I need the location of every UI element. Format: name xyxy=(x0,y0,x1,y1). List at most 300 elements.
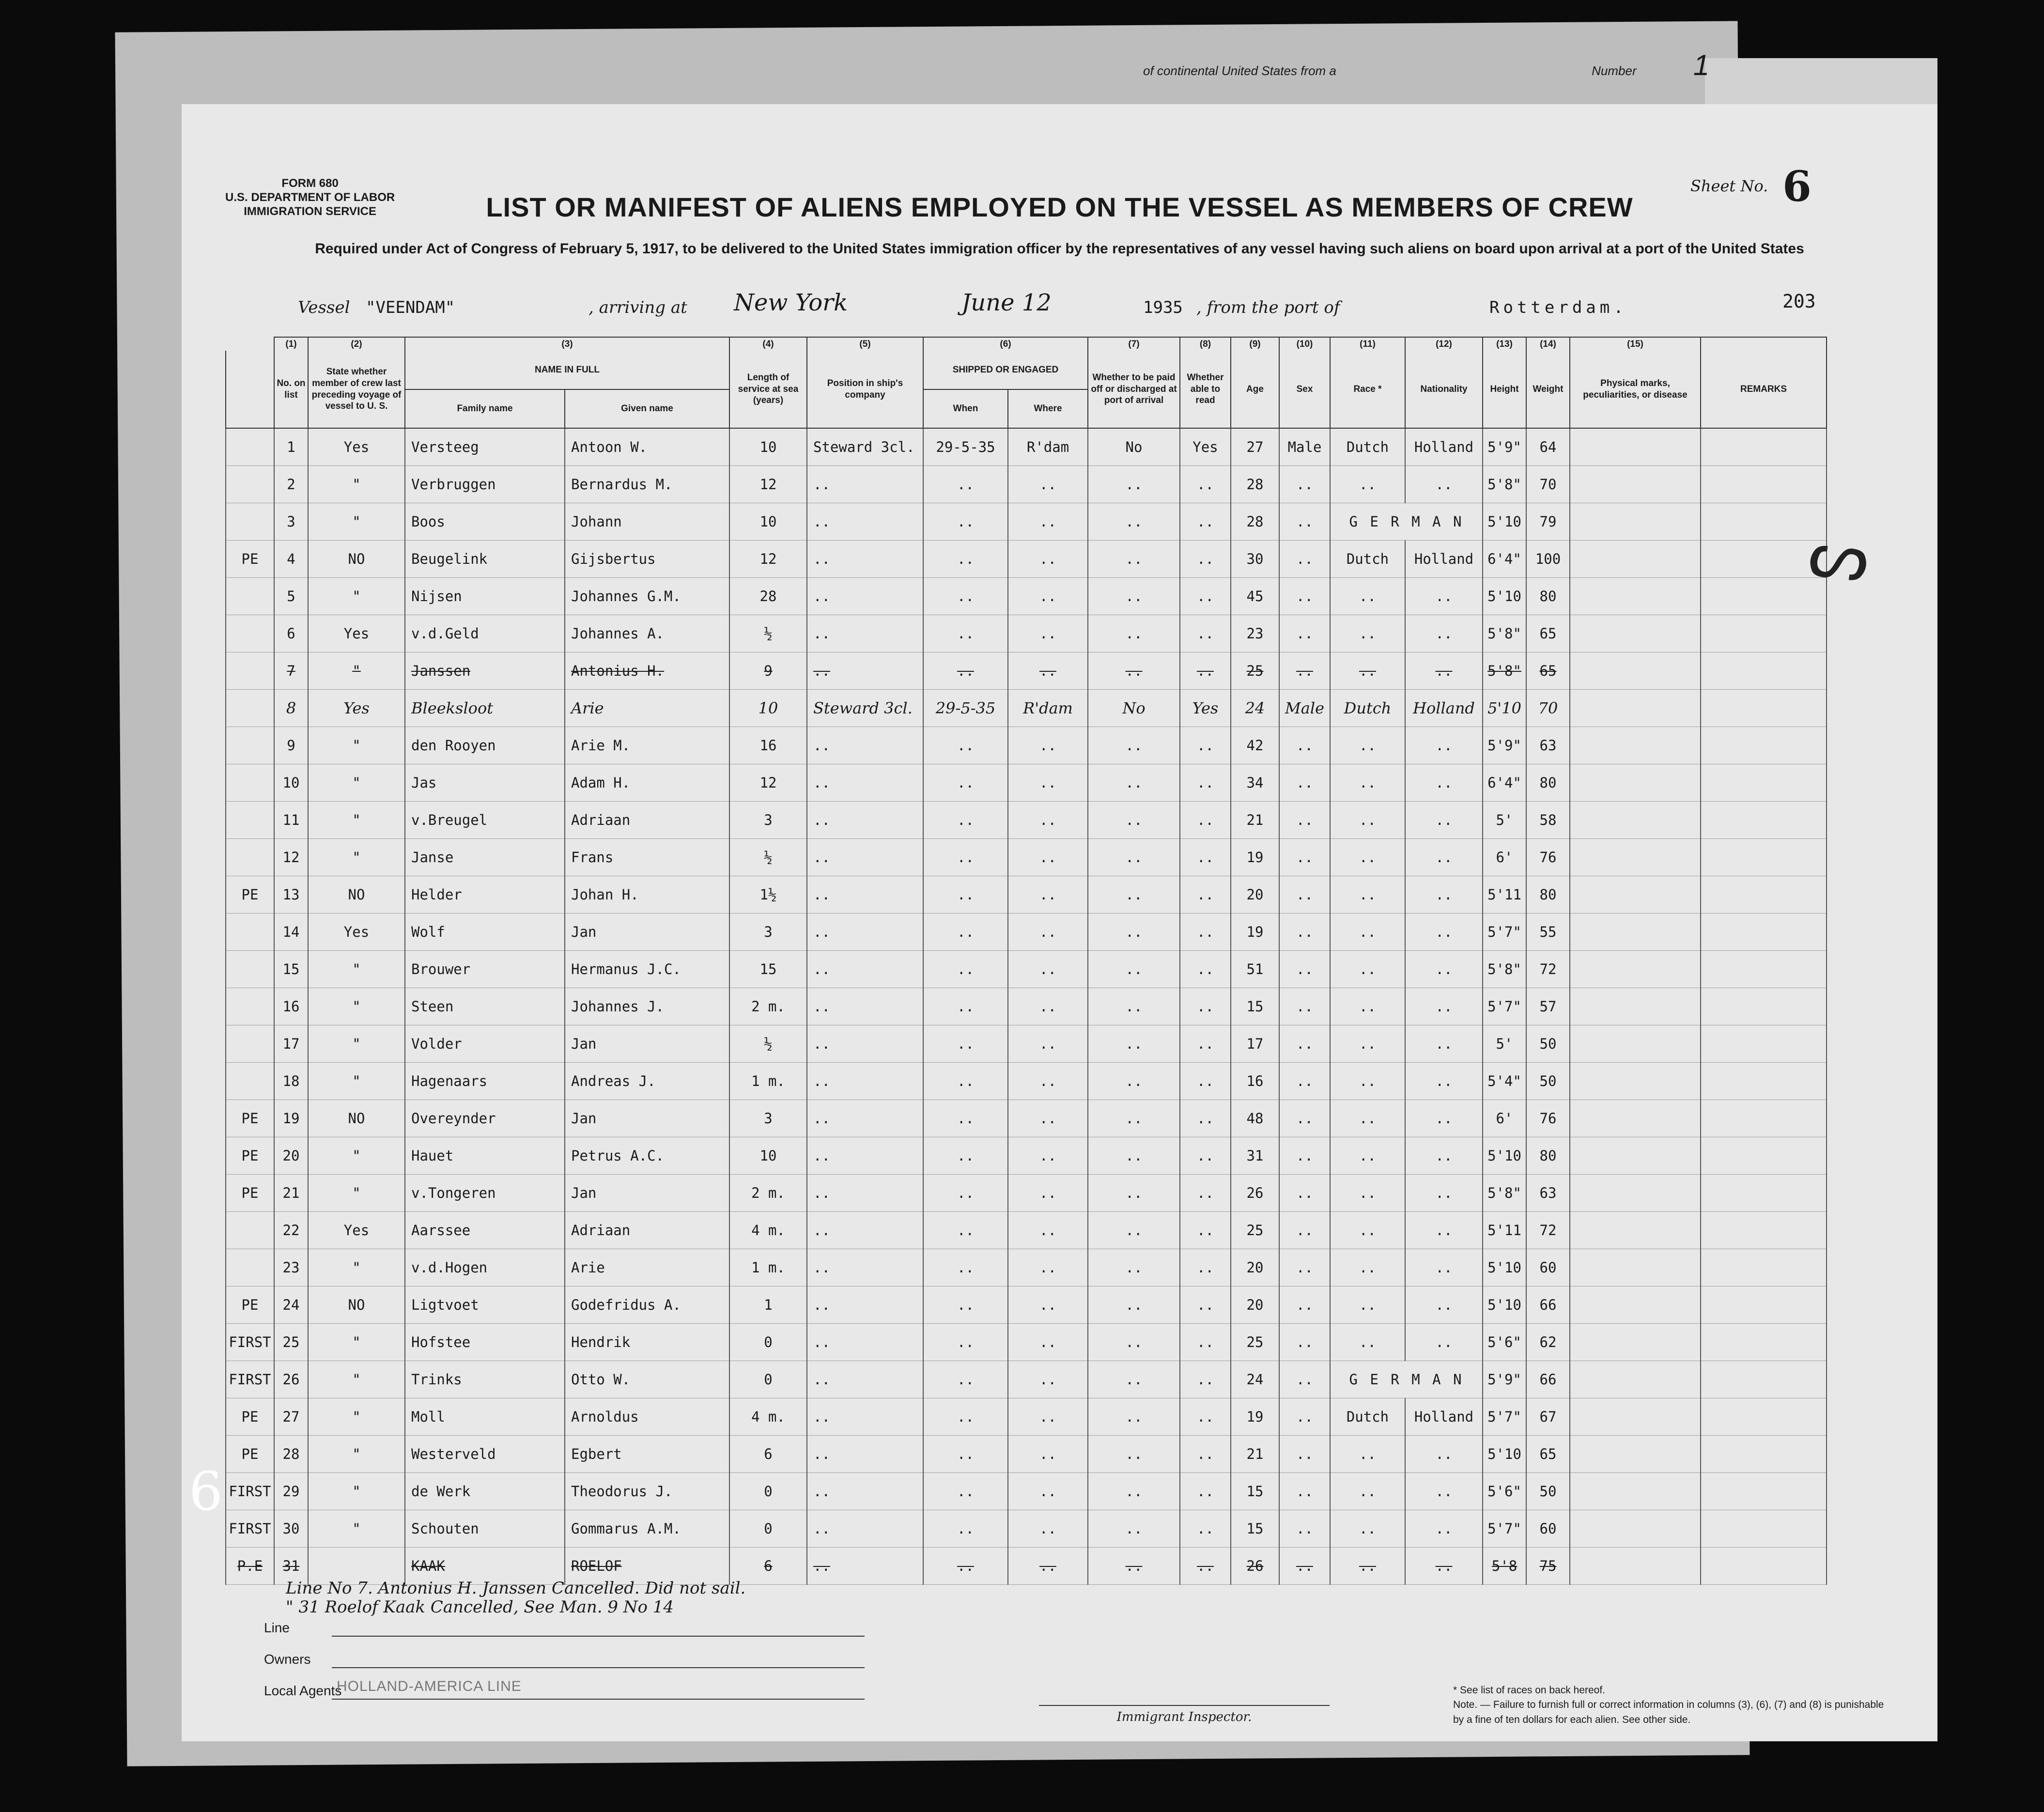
row-shipped-where: .. xyxy=(1008,1324,1088,1361)
header-race: Race * xyxy=(1330,351,1405,428)
row-nationality: .. xyxy=(1405,466,1483,503)
row-sex: .. xyxy=(1279,839,1330,876)
row-position: .. xyxy=(807,652,923,690)
row-position: .. xyxy=(807,988,923,1025)
row-number: 24 xyxy=(274,1286,308,1324)
row-nationality: .. xyxy=(1405,1473,1483,1510)
row-shipped-where: .. xyxy=(1008,802,1088,839)
row-length-of-service: 12 xyxy=(729,764,807,802)
row-sex: .. xyxy=(1279,466,1330,503)
row-paid-off: .. xyxy=(1088,466,1180,503)
row-remarks xyxy=(1701,1436,1827,1473)
row-physical-marks xyxy=(1570,690,1701,727)
row-shipped-when: .. xyxy=(923,1175,1008,1212)
row-sex: .. xyxy=(1279,1137,1330,1175)
footer-agents-label: Local Agents xyxy=(264,1683,342,1698)
row-sex: .. xyxy=(1279,802,1330,839)
row-family-name: Trinks xyxy=(405,1361,565,1398)
row-family-name: Nijsen xyxy=(405,578,565,615)
row-length-of-service: ½ xyxy=(729,615,807,652)
row-shipped-when: .. xyxy=(923,988,1008,1025)
row-given-name: Jan xyxy=(565,1025,729,1063)
row-able-to-read: .. xyxy=(1180,1398,1231,1436)
row-shipped-when: 29-5-35 xyxy=(923,690,1008,727)
row-mark xyxy=(226,690,274,727)
row-sex: .. xyxy=(1279,1398,1330,1436)
row-shipped-where: .. xyxy=(1008,1473,1088,1510)
row-mark: PE xyxy=(226,1398,274,1436)
cancellation-note-line-2: " 31 Roelof Kaak Cancelled, See Man. 9 No 14 xyxy=(286,1597,674,1617)
row-remarks xyxy=(1701,466,1827,503)
row-paid-off: .. xyxy=(1088,1025,1180,1063)
row-age: 25 xyxy=(1231,1212,1279,1249)
row-mark xyxy=(226,988,274,1025)
row-age: 23 xyxy=(1231,615,1279,652)
row-length-of-service: 0 xyxy=(729,1510,807,1548)
manifest-row xyxy=(226,503,1827,541)
row-race: Dutch xyxy=(1330,541,1405,578)
row-mark xyxy=(226,802,274,839)
row-race: .. xyxy=(1330,615,1405,652)
row-number: 7 xyxy=(274,652,308,690)
row-shipped-when: .. xyxy=(923,652,1008,690)
row-height: 5' xyxy=(1483,1025,1526,1063)
row-shipped-when: .. xyxy=(923,727,1008,764)
row-paid-off: .. xyxy=(1088,578,1180,615)
row-shipped-where: .. xyxy=(1008,1286,1088,1324)
row-height: 5'8 xyxy=(1483,1548,1526,1585)
row-crew-member: Yes xyxy=(308,615,405,652)
row-shipped-when: .. xyxy=(923,578,1008,615)
row-given-name: Arie M. xyxy=(565,727,729,764)
row-shipped-where: .. xyxy=(1008,914,1088,951)
row-age: 19 xyxy=(1231,914,1279,951)
col-num-5: (5) xyxy=(807,337,923,351)
row-number: 5 xyxy=(274,578,308,615)
col-num-2: (2) xyxy=(308,337,405,351)
row-nationality: .. xyxy=(1405,988,1483,1025)
row-age: 15 xyxy=(1231,988,1279,1025)
row-position: Steward 3cl. xyxy=(807,690,923,727)
manifest-row xyxy=(226,466,1827,503)
row-number: 23 xyxy=(274,1249,308,1286)
row-position: .. xyxy=(807,1436,923,1473)
row-mark: P.E xyxy=(226,1548,274,1585)
row-height: 5'8" xyxy=(1483,1175,1526,1212)
row-shipped-where: .. xyxy=(1008,1063,1088,1100)
row-number: 11 xyxy=(274,802,308,839)
row-weight: 70 xyxy=(1526,690,1570,727)
row-paid-off: .. xyxy=(1088,988,1180,1025)
row-family-name: Schouten xyxy=(405,1510,565,1548)
row-paid-off: .. xyxy=(1088,1361,1180,1398)
row-height: 5'8" xyxy=(1483,466,1526,503)
row-number: 30 xyxy=(274,1510,308,1548)
col-num-11: (11) xyxy=(1330,337,1405,351)
row-mark xyxy=(226,914,274,951)
row-given-name: Antoon W. xyxy=(565,428,729,466)
immigrant-inspector-signature-line: Immigrant Inspector. xyxy=(1039,1705,1330,1724)
row-remarks xyxy=(1701,1212,1827,1249)
row-height: 5'11 xyxy=(1483,1212,1526,1249)
row-mark xyxy=(226,615,274,652)
from-port: Rotterdam. xyxy=(1489,298,1627,317)
row-race: .. xyxy=(1330,988,1405,1025)
row-paid-off: No xyxy=(1088,428,1180,466)
col-num-remarks-blank xyxy=(1701,337,1827,351)
row-crew-member: " xyxy=(308,1398,405,1436)
row-mark xyxy=(226,578,274,615)
row-physical-marks xyxy=(1570,802,1701,839)
row-race: .. xyxy=(1330,951,1405,988)
row-crew-member: Yes xyxy=(308,1212,405,1249)
row-position: .. xyxy=(807,503,923,541)
col-num-12: (12) xyxy=(1405,337,1483,351)
row-race: .. xyxy=(1330,1286,1405,1324)
row-length-of-service: 6 xyxy=(729,1548,807,1585)
row-age: 48 xyxy=(1231,1100,1279,1137)
row-crew-member: " xyxy=(308,503,405,541)
header-where: Where xyxy=(1008,389,1088,428)
row-family-name: v.d.Geld xyxy=(405,615,565,652)
row-weight: 62 xyxy=(1526,1324,1570,1361)
row-race: G E R M A N xyxy=(1330,1361,1483,1398)
row-paid-off: .. xyxy=(1088,802,1180,839)
row-family-name: Westerveld xyxy=(405,1436,565,1473)
row-number: 31 xyxy=(274,1548,308,1585)
row-nationality: .. xyxy=(1405,1025,1483,1063)
row-length-of-service: 1 xyxy=(729,1286,807,1324)
manifest-row xyxy=(226,914,1827,951)
row-mark xyxy=(226,1212,274,1249)
row-paid-off: .. xyxy=(1088,503,1180,541)
header-name-in-full: NAME IN FULL xyxy=(405,351,729,389)
row-weight: 80 xyxy=(1526,876,1570,914)
row-crew-member: " xyxy=(308,1436,405,1473)
col-num-15: (15) xyxy=(1570,337,1701,351)
row-sex: .. xyxy=(1279,1175,1330,1212)
row-length-of-service: 10 xyxy=(729,428,807,466)
row-shipped-when: .. xyxy=(923,802,1008,839)
manifest-row xyxy=(226,1063,1827,1100)
row-race: .. xyxy=(1330,1100,1405,1137)
row-weight: 63 xyxy=(1526,727,1570,764)
row-family-name: Janssen xyxy=(405,652,565,690)
row-mark xyxy=(226,1025,274,1063)
row-paid-off: .. xyxy=(1088,1548,1180,1585)
row-shipped-where: R'dam xyxy=(1008,428,1088,466)
row-family-name: v.Breugel xyxy=(405,802,565,839)
row-position: .. xyxy=(807,951,923,988)
row-given-name: Arnoldus xyxy=(565,1398,729,1436)
header-nationality: Nationality xyxy=(1405,351,1483,428)
row-race: .. xyxy=(1330,1548,1405,1585)
row-weight: 57 xyxy=(1526,988,1570,1025)
footnotes xyxy=(1453,1683,1889,1727)
row-age: 30 xyxy=(1231,541,1279,578)
row-family-name: Wolf xyxy=(405,914,565,951)
row-race: .. xyxy=(1330,1175,1405,1212)
row-able-to-read: .. xyxy=(1180,988,1231,1025)
row-nationality: .. xyxy=(1405,652,1483,690)
row-family-name: Versteeg xyxy=(405,428,565,466)
row-length-of-service: 3 xyxy=(729,914,807,951)
row-shipped-when: .. xyxy=(923,1137,1008,1175)
row-paid-off: No xyxy=(1088,690,1180,727)
row-remarks xyxy=(1701,1175,1827,1212)
row-able-to-read: .. xyxy=(1180,1100,1231,1137)
header-given-name: Given name xyxy=(565,389,729,428)
row-physical-marks xyxy=(1570,876,1701,914)
row-height: 6'4" xyxy=(1483,541,1526,578)
row-age: 20 xyxy=(1231,1249,1279,1286)
row-shipped-where: .. xyxy=(1008,876,1088,914)
manifest-row xyxy=(226,1175,1827,1212)
row-remarks xyxy=(1701,1286,1827,1324)
header-shipped-or-engaged: SHIPPED OR ENGAGED xyxy=(923,351,1088,389)
row-mark xyxy=(226,652,274,690)
row-number: 27 xyxy=(274,1398,308,1436)
row-number: 26 xyxy=(274,1361,308,1398)
row-number: 9 xyxy=(274,727,308,764)
row-remarks xyxy=(1701,652,1827,690)
row-weight: 65 xyxy=(1526,1436,1570,1473)
row-physical-marks xyxy=(1570,1137,1701,1175)
row-height: 6'4" xyxy=(1483,764,1526,802)
row-length-of-service: 2 m. xyxy=(729,1175,807,1212)
row-given-name: Johannes A. xyxy=(565,615,729,652)
header-length-of-service: Length of service at sea (years) xyxy=(729,351,807,428)
row-number: 22 xyxy=(274,1212,308,1249)
row-shipped-when: .. xyxy=(923,1286,1008,1324)
row-position: .. xyxy=(807,764,923,802)
row-shipped-when: .. xyxy=(923,1025,1008,1063)
row-height: 5'8" xyxy=(1483,652,1526,690)
row-remarks xyxy=(1701,764,1827,802)
row-weight: 76 xyxy=(1526,839,1570,876)
manifest-row xyxy=(226,428,1827,466)
row-family-name: Janse xyxy=(405,839,565,876)
row-given-name: Theodorus J. xyxy=(565,1473,729,1510)
manifest-row xyxy=(226,1324,1827,1361)
row-length-of-service: 4 m. xyxy=(729,1398,807,1436)
row-crew-member: " xyxy=(308,1324,405,1361)
row-paid-off: .. xyxy=(1088,1510,1180,1548)
row-height: 6' xyxy=(1483,1100,1526,1137)
row-weight: 66 xyxy=(1526,1286,1570,1324)
manifest-row xyxy=(226,541,1827,578)
row-nationality: .. xyxy=(1405,727,1483,764)
row-remarks xyxy=(1701,839,1827,876)
row-crew-member: " xyxy=(308,1025,405,1063)
row-shipped-when: .. xyxy=(923,764,1008,802)
margin-stamp-mark: ᔕ xyxy=(1804,512,1875,599)
row-able-to-read: .. xyxy=(1180,1324,1231,1361)
row-mark: PE xyxy=(226,1175,274,1212)
row-family-name: Hagenaars xyxy=(405,1063,565,1100)
row-position: .. xyxy=(807,1100,923,1137)
row-able-to-read: .. xyxy=(1180,503,1231,541)
row-shipped-where: .. xyxy=(1008,951,1088,988)
row-able-to-read: .. xyxy=(1180,914,1231,951)
row-given-name: Petrus A.C. xyxy=(565,1137,729,1175)
row-age: 26 xyxy=(1231,1175,1279,1212)
row-able-to-read: .. xyxy=(1180,1025,1231,1063)
footer-owners-label: Owners xyxy=(264,1652,311,1667)
row-length-of-service: 9 xyxy=(729,652,807,690)
row-length-of-service: 28 xyxy=(729,578,807,615)
row-weight: 76 xyxy=(1526,1100,1570,1137)
row-shipped-where: .. xyxy=(1008,988,1088,1025)
row-mark: PE xyxy=(226,1137,274,1175)
row-weight: 50 xyxy=(1526,1473,1570,1510)
crew-manifest-table xyxy=(225,337,1827,1585)
row-family-name: Boos xyxy=(405,503,565,541)
row-shipped-where: .. xyxy=(1008,1175,1088,1212)
row-physical-marks xyxy=(1570,1398,1701,1436)
row-shipped-where: .. xyxy=(1008,1548,1088,1585)
row-remarks xyxy=(1701,503,1827,541)
row-height: 5' xyxy=(1483,802,1526,839)
row-mark: PE xyxy=(226,541,274,578)
row-height: 5'9" xyxy=(1483,1361,1526,1398)
row-able-to-read: Yes xyxy=(1180,690,1231,727)
header-remarks: REMARKS xyxy=(1701,351,1827,428)
row-crew-member: " xyxy=(308,951,405,988)
row-age: 24 xyxy=(1231,1361,1279,1398)
row-number: 28 xyxy=(274,1436,308,1473)
row-physical-marks xyxy=(1570,615,1701,652)
col-num-3: (3) xyxy=(405,337,729,351)
row-number: 15 xyxy=(274,951,308,988)
col-num-4: (4) xyxy=(729,337,807,351)
row-height: 5'4" xyxy=(1483,1063,1526,1100)
row-weight: 72 xyxy=(1526,1212,1570,1249)
row-race: .. xyxy=(1330,1324,1405,1361)
row-weight: 66 xyxy=(1526,1361,1570,1398)
manifest-row xyxy=(226,1137,1827,1175)
row-length-of-service: 10 xyxy=(729,690,807,727)
manifest-row xyxy=(226,615,1827,652)
row-length-of-service: 6 xyxy=(729,1436,807,1473)
row-height: 5'8" xyxy=(1483,951,1526,988)
row-physical-marks xyxy=(1570,988,1701,1025)
row-crew-member: " xyxy=(308,1137,405,1175)
row-position: .. xyxy=(807,914,923,951)
row-height: 5'7" xyxy=(1483,1510,1526,1548)
row-nationality: Holland xyxy=(1405,690,1483,727)
row-sex: .. xyxy=(1279,1361,1330,1398)
row-height: 5'10 xyxy=(1483,1137,1526,1175)
row-weight: 72 xyxy=(1526,951,1570,988)
row-able-to-read: .. xyxy=(1180,1361,1231,1398)
row-nationality: .. xyxy=(1405,1324,1483,1361)
row-nationality: .. xyxy=(1405,615,1483,652)
row-physical-marks xyxy=(1570,727,1701,764)
row-nationality: .. xyxy=(1405,1175,1483,1212)
row-age: 17 xyxy=(1231,1025,1279,1063)
row-mark: FIRST xyxy=(226,1361,274,1398)
row-crew-member: NO xyxy=(308,876,405,914)
row-family-name: v.Tongeren xyxy=(405,1175,565,1212)
row-family-name: KAAK xyxy=(405,1548,565,1585)
row-mark xyxy=(226,503,274,541)
row-race: .. xyxy=(1330,1436,1405,1473)
row-physical-marks xyxy=(1570,1175,1701,1212)
row-age: 45 xyxy=(1231,578,1279,615)
row-shipped-when: .. xyxy=(923,1100,1008,1137)
row-remarks xyxy=(1701,802,1827,839)
row-shipped-when: .. xyxy=(923,466,1008,503)
row-given-name: Arie xyxy=(565,690,729,727)
row-nationality: .. xyxy=(1405,1510,1483,1548)
row-remarks xyxy=(1701,1025,1827,1063)
row-nationality: .. xyxy=(1405,839,1483,876)
row-family-name: Moll xyxy=(405,1398,565,1436)
row-race: Dutch xyxy=(1330,1398,1405,1436)
row-race: .. xyxy=(1330,466,1405,503)
row-remarks xyxy=(1701,727,1827,764)
row-length-of-service: ½ xyxy=(729,839,807,876)
row-able-to-read: .. xyxy=(1180,1212,1231,1249)
row-nationality: .. xyxy=(1405,802,1483,839)
row-length-of-service: 0 xyxy=(729,1473,807,1510)
row-age: 15 xyxy=(1231,1510,1279,1548)
row-family-name: Brouwer xyxy=(405,951,565,988)
row-remarks xyxy=(1701,1473,1827,1510)
cancellation-note xyxy=(286,1579,745,1617)
col-num-1: (1) xyxy=(274,337,308,351)
row-shipped-when: .. xyxy=(923,1249,1008,1286)
from-port-label: , from the port of xyxy=(1196,298,1340,317)
row-nationality: .. xyxy=(1405,1249,1483,1286)
row-sex: .. xyxy=(1279,727,1330,764)
row-height: 5'10 xyxy=(1483,1249,1526,1286)
row-physical-marks xyxy=(1570,1212,1701,1249)
row-able-to-read: .. xyxy=(1180,615,1231,652)
row-race: .. xyxy=(1330,839,1405,876)
row-crew-member: " xyxy=(308,839,405,876)
row-mark xyxy=(226,951,274,988)
row-physical-marks xyxy=(1570,839,1701,876)
row-number: 1 xyxy=(274,428,308,466)
row-physical-marks xyxy=(1570,1361,1701,1398)
row-mark xyxy=(226,839,274,876)
header-paid-off: Whether to be paid off or discharged at port of arrival xyxy=(1088,351,1180,428)
row-position: .. xyxy=(807,1212,923,1249)
row-crew-member: " xyxy=(308,727,405,764)
row-shipped-when: 29-5-35 xyxy=(923,428,1008,466)
row-crew-member: " xyxy=(308,1361,405,1398)
row-shipped-when: .. xyxy=(923,1473,1008,1510)
row-family-name: Jas xyxy=(405,764,565,802)
row-position: .. xyxy=(807,1025,923,1063)
row-physical-marks xyxy=(1570,1025,1701,1063)
row-crew-member: Yes xyxy=(308,428,405,466)
row-paid-off: .. xyxy=(1088,764,1180,802)
row-sex: .. xyxy=(1279,914,1330,951)
manifest-row xyxy=(226,951,1827,988)
row-nationality: .. xyxy=(1405,1212,1483,1249)
arrival-date: June 12 xyxy=(961,289,1052,316)
row-able-to-read: .. xyxy=(1180,1510,1231,1548)
row-race: .. xyxy=(1330,1025,1405,1063)
row-crew-member: " xyxy=(308,1510,405,1548)
row-physical-marks xyxy=(1570,1100,1701,1137)
manifest-row xyxy=(226,1473,1827,1510)
header-sex: Sex xyxy=(1279,351,1330,428)
row-age: 20 xyxy=(1231,1286,1279,1324)
